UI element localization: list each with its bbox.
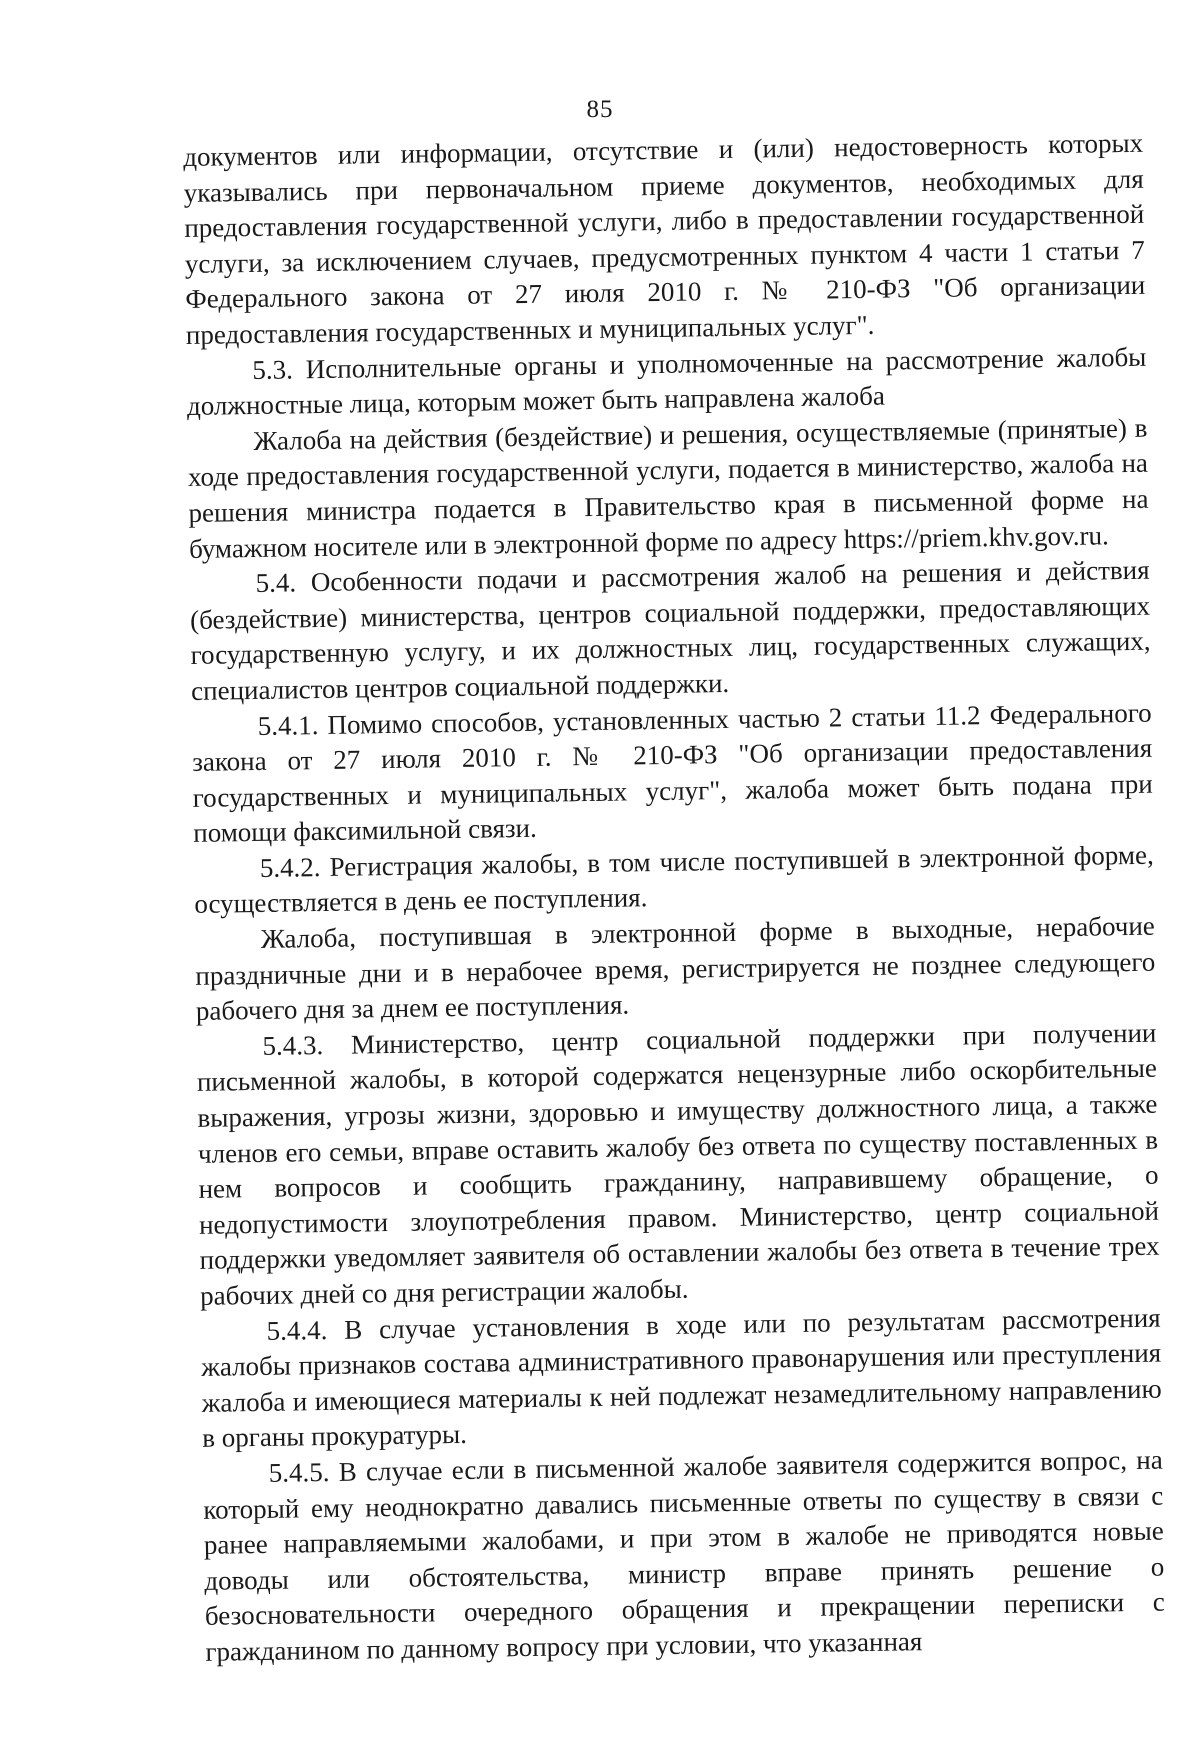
paragraph-5-4-5: 5.4.5. В случае если в письменной жалобе заявителя содержится вопрос, на который ему неоднократно давались письменные ответы по существу в связи с ранее направляемыми жалобами, и при этом в жалобе не приводятся новые доводы или обстоятельства, министр вправе принять решение о безосновательности очередного обращения и прекращении переписки с гражданином по данному вопросу при условии, что указанная	[203, 1444, 1166, 1667]
paragraph-5-4: 5.4. Особенности подачи и рассмотрения жалоб на решения и действия (бездействие) министерства, центров социальной поддержки, предоставляющих государственную услугу, и их должностных лиц, государственных служащих, специалистов центров социальной поддержки.	[189, 554, 1151, 706]
paragraph-5-4-4: 5.4.4. В случае установления в ходе или по результатам рассмотрения жалобы признаков состава административного правонарушения или преступления жалоба и имеющиеся материалы к ней подлежат незамедлительному направлению в органы прокуратуры.	[200, 1302, 1162, 1454]
paragraph-continuation: документов или информации, отсутствие и (или) недостоверность которых указывались при первоначальном приеме документов, необходимых для предоставления государственной услуги, либо в предоставлении государственной услуги, за исключением случаев, предусмотренных пунктом 4 части 1 статьи 7 Федерального закона от 27 июля 2010 г. № 210-ФЗ "Об организации предоставления государственных и муниципальных услуг".	[183, 127, 1146, 350]
paragraph-complaint-submission: Жалоба на действия (бездействие) и решения, осуществляемые (принятые) в ходе предоставления государственной услуги, подается в министерство, жалоба на решения министра подается в Правительство края в письменной форме на бумажном носителе или в электронной форме по адресу https://priem.khv.gov.ru.	[187, 412, 1149, 564]
paragraph-5-4-2: 5.4.2. Регистрация жалобы, в том числе поступившей в электронной форме, осуществляется в день ее поступления.	[194, 839, 1154, 920]
page-number: 85	[586, 96, 614, 123]
paragraph-5-4-3: 5.4.3. Министерство, центр социальной поддержки при получении письменной жалобы, в которой содержатся нецензурные либо оскорбительные выражения, угрозы жизни, здоровью и имуществу должностного лица, а также членов его семьи, вправе оставить жалобу без ответа по существу поставленных в нем вопросов и сообщить гражданину, направившему обращение, о недопустимости злоупотребления правом. Министерство, центр социальной поддержки уведомляет заявителя об оставлении жалобы без ответа в течение трех рабочих дней со дня регистрации жалобы.	[196, 1017, 1160, 1311]
document-body	[183, 126, 1166, 1671]
paragraph-5-3: 5.3. Исполнительные органы и уполномоченные на рассмотрение жалобы должностные лица, которым может быть направлена жалоба	[186, 341, 1147, 422]
paragraph-5-4-1: 5.4.1. Помимо способов, установленных частью 2 статьи 11.2 Федерального закона от 27 июля 2010 г. № 210-ФЗ "Об организации предоставления государственных и муниципальных услуг", жалоба может быть подана при помощи факсимильной связи.	[192, 697, 1153, 849]
paragraph-registration-holidays: Жалоба, поступившая в электронной форме в выходные, нерабочие праздничные дни и в нерабочее время, регистрируется не позднее следующего рабочего дня за днем ее поступления.	[195, 910, 1156, 1027]
